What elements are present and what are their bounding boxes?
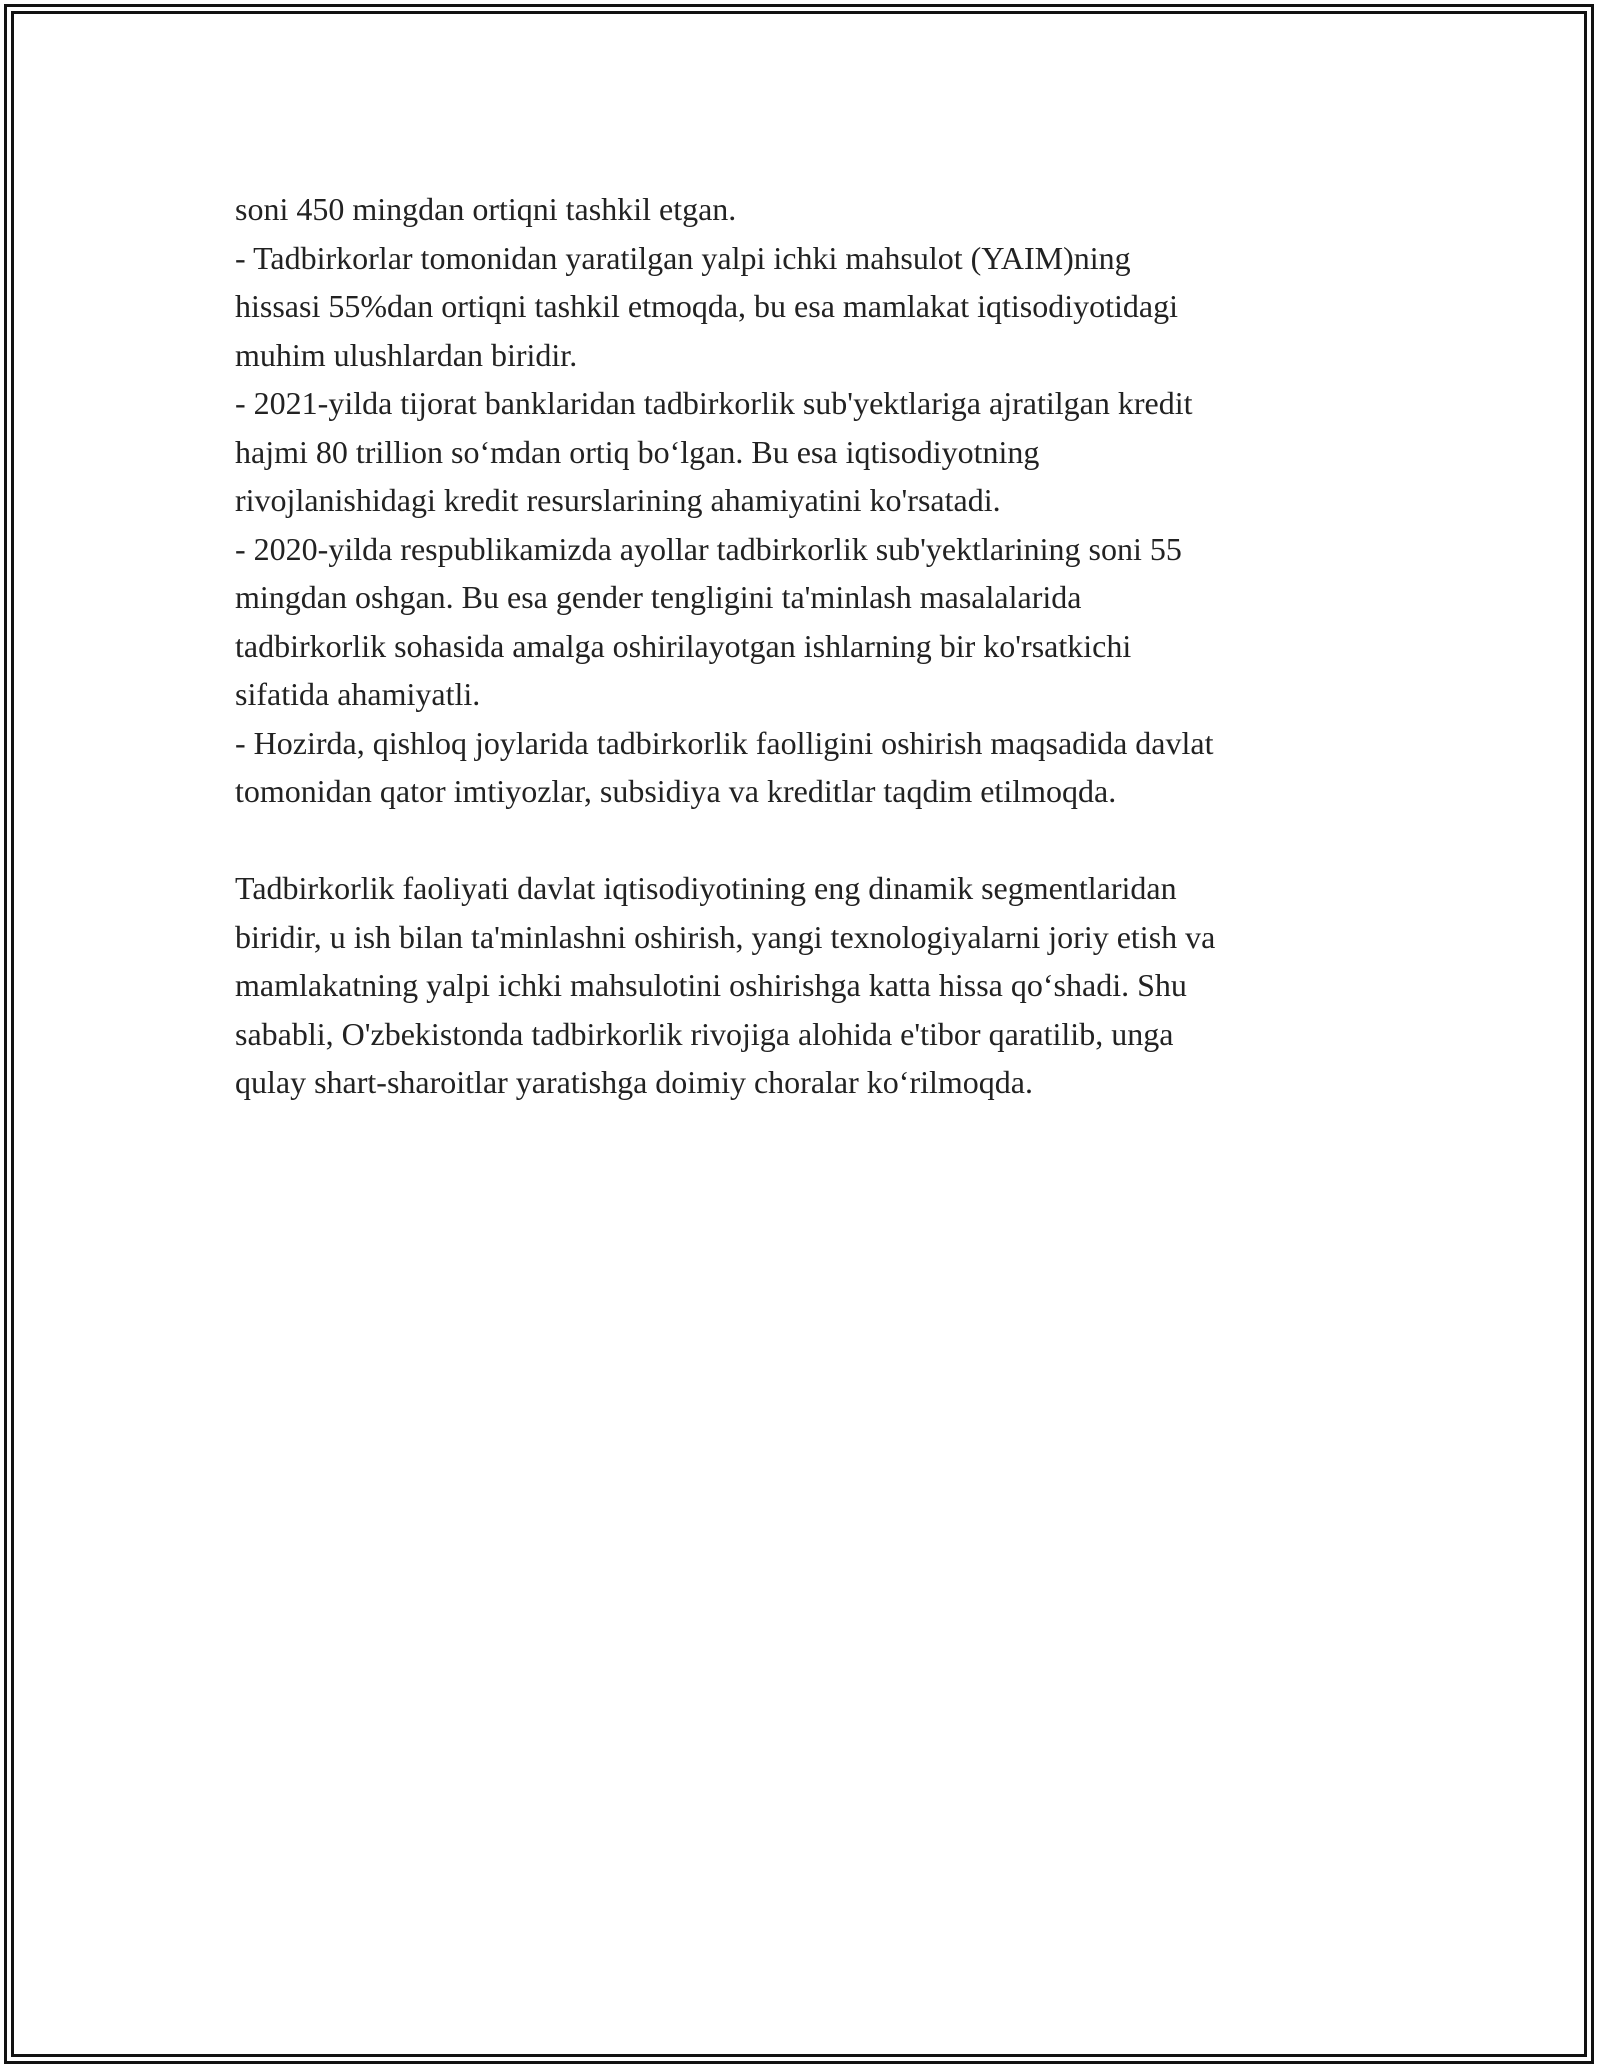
text-line: hissasi 55%dan ortiqni tashkil etmoqda, bu esa mamlakat iqtisodiyotidagi bbox=[235, 288, 1178, 324]
statistics-list bbox=[235, 185, 1375, 816]
text-line: sababli, O'zbekistonda tadbirkorlik rivojiga alohida e'tibor qaratilib, unga bbox=[235, 1015, 1174, 1052]
text-line: - Tadbirkorlar tomonidan yaratilgan yalpi ichki mahsulot (YAIM)ning bbox=[235, 239, 1131, 276]
text-line: hajmi 80 trillion so‘mdan ortiq bo‘lgan. Bu esa iqtisodiyotning bbox=[235, 433, 1040, 470]
paragraph-gap bbox=[235, 816, 1375, 865]
conclusion-paragraph bbox=[235, 864, 1375, 1107]
text-line: sifatida ahamiyatli. bbox=[235, 676, 481, 712]
text-line: qulay shart-sharoitlar yaratishga doimiy choralar ko‘rilmoqda. bbox=[235, 1064, 1033, 1100]
text-line: rivojlanishidagi kredit resurslarining ahamiyatini ko'rsatadi. bbox=[235, 482, 1001, 518]
text-line: muhim ulushlardan biridir. bbox=[235, 336, 578, 373]
text-line: soni 450 mingdan ortiqni tashkil etgan. bbox=[235, 191, 737, 227]
text-line: Tadbirkorlik faoliyati davlat iqtisodiyotining eng dinamik segmentlaridan bbox=[235, 870, 1177, 906]
text-line: mingdan oshgan. Bu esa gender tengligini ta'minlash masalalarida bbox=[235, 579, 1082, 615]
text-line: biridir, u ish bilan ta'minlashni oshirish, yangi texnologiyalarni joriy etish va bbox=[235, 918, 1216, 955]
text-line: - 2020-yilda respublikamizda ayollar tadbirkorlik sub'yektlarining soni 55 bbox=[235, 530, 1182, 567]
text-line: - 2021-yilda tijorat banklaridan tadbirkorlik sub'yektlariga ajratilgan kredit bbox=[235, 385, 1193, 421]
document-body bbox=[235, 185, 1375, 1107]
text-line: - Hozirda, qishloq joylarida tadbirkorlik faolligini oshirish maqsadida davlat bbox=[235, 724, 1214, 761]
text-line: tomonidan qator imtiyozlar, subsidiya va kreditlar taqdim etilmoqda. bbox=[235, 773, 1117, 809]
text-line: tadbirkorlik sohasida amalga oshirilayotgan ishlarning bir ko'rsatkichi bbox=[235, 627, 1132, 664]
text-line: mamlakatning yalpi ichki mahsulotini oshirishga katta hissa qo‘shadi. Shu bbox=[235, 967, 1187, 1003]
